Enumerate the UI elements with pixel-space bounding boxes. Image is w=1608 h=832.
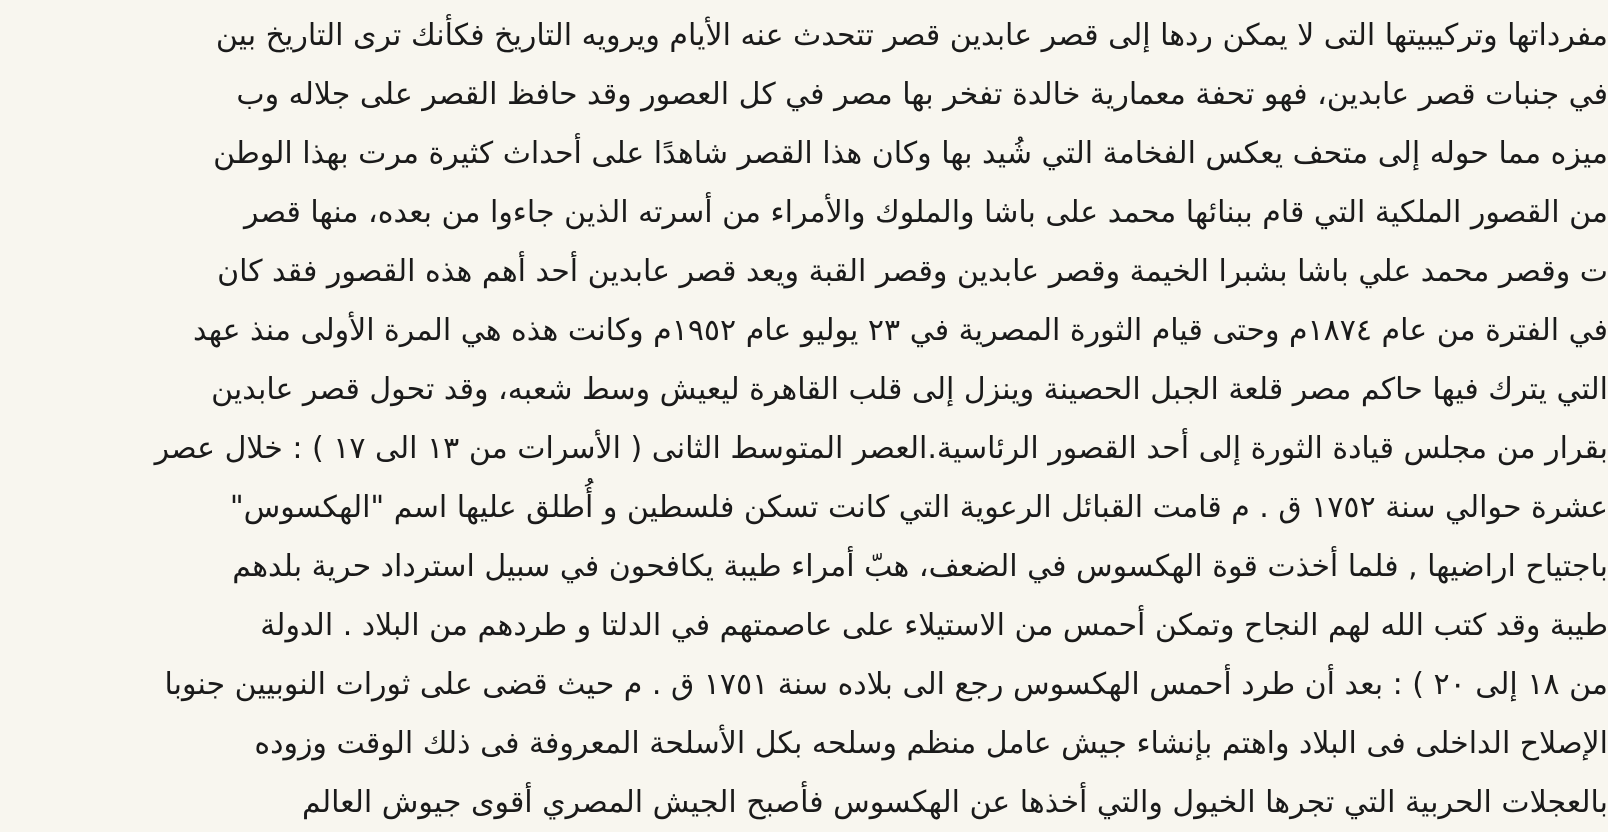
text-line-14: بالعجلات الحربية التي تجرها الخيول والتي أخذها عن الهكسوس فأصبح الجيش المصري أقوى جيوش العالم xyxy=(302,785,1608,820)
text-line-8: بقرار من مجلس قيادة الثورة إلى أحد القصور الرئاسية.العصر المتوسط الثانى ( الأسرات من ١٣ الى ١٧ ) : خلال عصر xyxy=(154,431,1608,466)
text-line-1: مفرداتها وتركيبيتها التى لا يمكن ردها إلى قصر عابدين قصر تتحدث عنه الأيام ويرويه التاريخ فكأنك ترى التاريخ بين xyxy=(215,18,1608,53)
text-line-7: التي يترك فيها حاكم مصر قلعة الجبل الحصينة وينزل إلى قلب القاهرة ليعيش وسط شعبه، وقد تحول قصر عابدين xyxy=(211,372,1608,407)
text-line-6: في الفترة من عام ١٨٧٤م وحتى قيام الثورة المصرية في ٢٣ يوليو عام ١٩٥٢م وكانت هذه هي المرة الأولى منذ عهد xyxy=(193,313,1608,348)
document-text xyxy=(0,6,1608,832)
text-line-11: طيبة وقد كتب الله لهم النجاح وتمكن أحمس من الاستيلاء على عاصمتهم في الدلتا و طردهم من البلاد . الدولة xyxy=(260,608,1608,643)
text-line-5: ت وقصر محمد علي باشا بشبرا الخيمة وقصر عابدين وقصر القبة ويعد قصر عابدين أحد أهم هذه القصور فقد كان xyxy=(217,254,1608,289)
text-line-10: باجتياح اراضيها , فلما أخذت قوة الهكسوس في الضعف، هبّ أمراء طيبة يكافحون في سبيل استرداد حرية بلدهم xyxy=(232,549,1608,584)
text-line-13: الإصلاح الداخلى فى البلاد واهتم بإنشاء جيش عامل منظم وسلحه بكل الأسلحة المعروفة فى ذلك الوقت وزوده xyxy=(254,726,1608,761)
text-line-3: ميزه مما حوله إلى متحف يعكس الفخامة التي شُيد بها وكان هذا القصر شاهدًا على أحداث كثيرة مرت بهذا الوطن xyxy=(213,136,1608,171)
text-line-9: عشرة حوالي سنة ١٧٥٢ ق . م قامت القبائل الرعوية التي كانت تسكن فلسطين و أُطلق عليها اسم "الهكسوس" xyxy=(229,490,1608,525)
text-line-12: من ١٨ إلى ٢٠ ) : بعد أن طرد أحمس الهكسوس رجع الى بلاده سنة ١٧٥١ ق . م حيث قضى على ثورات النوبيين جنوبا xyxy=(164,667,1608,702)
text-line-4: من القصور الملكية التي قام ببنائها محمد على باشا والملوك والأمراء من أسرته الذين جاءوا من بعده، منها قصر xyxy=(243,195,1608,230)
text-line-2: في جنبات قصر عابدين، فهو تحفة معمارية خالدة تفخر بها مصر في كل العصور وقد حافظ القصر على جلاله وب xyxy=(236,77,1608,112)
